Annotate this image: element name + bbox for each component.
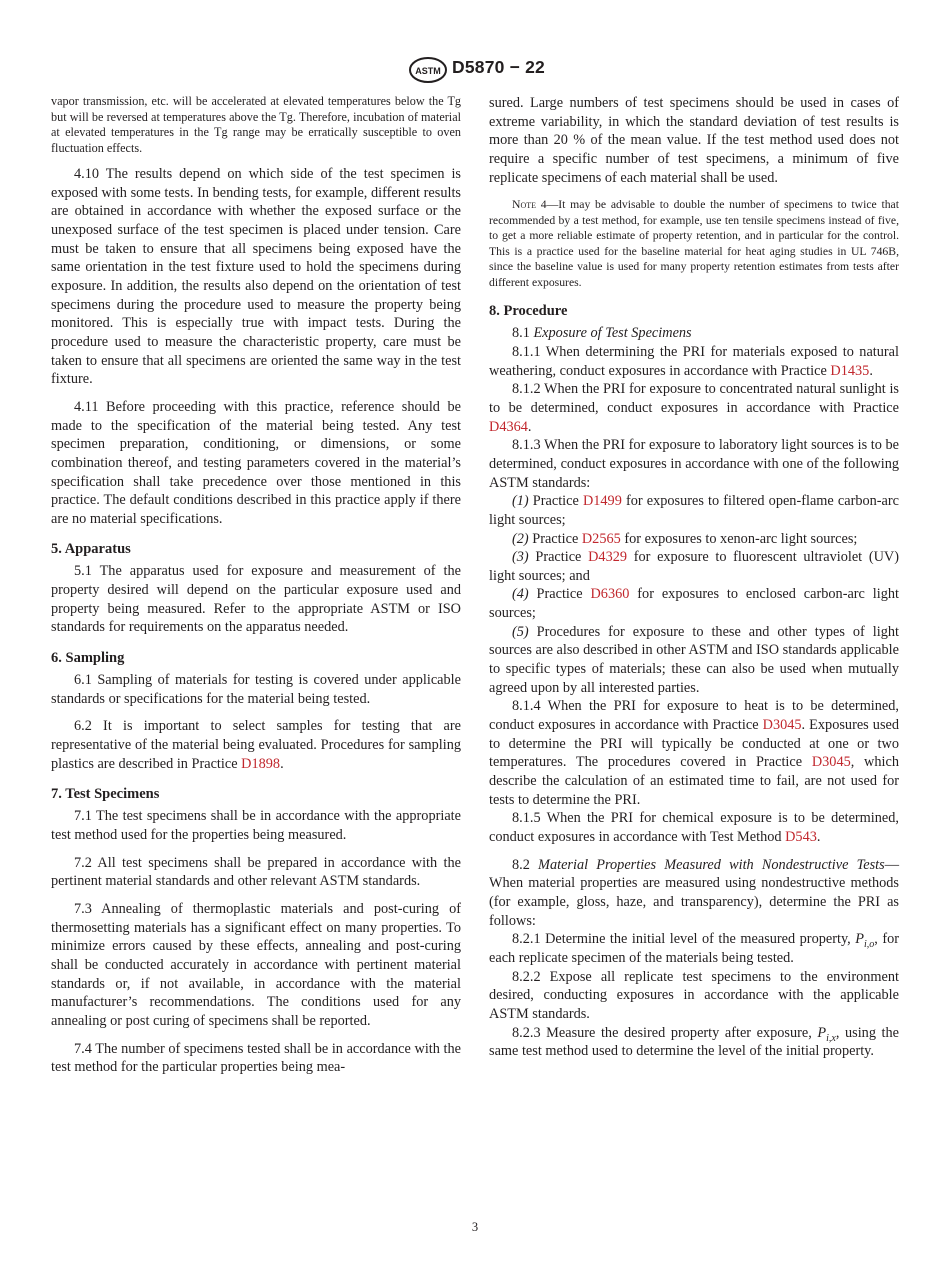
paragraph-8-2-2: 8.2.2 Expose all replicate test specimens to the environment desired, conducting exposures in accordance with the applicable ASTM standards. [489, 968, 899, 1022]
section-heading-sampling: 6. Sampling [51, 650, 125, 667]
reference-link[interactable]: D1499 [582, 493, 622, 510]
reference-link[interactable]: D6360 [590, 586, 630, 603]
paragraph-4-11: 4.11 Before proceeding with this practice, reference should be made to the specification of the material being tested. Any test specimen preparation, conditioning, or dimensions, or some combination thereof, and testing parameters covered in the material’s specification shall take precedence over those mentioned in this practice. The default conditions described in this practice apply if there are no material specifications. [51, 398, 461, 527]
paragraph-7-1: 7.1 The test specimens shall be in accordance with the appropriate test method used for the properties being measured. [51, 808, 461, 844]
svg-text:ASTM: ASTM [415, 66, 441, 76]
paragraph-6-1: 6.1 Sampling of materials for testing is covered under applicable standards or specifications for the material being tested. [51, 672, 461, 707]
paragraph-8-2-1: 8.2.1 Determine the initial level of the measured property, $P_{i,o}$, for each replicate specimen of the materials being tested. [489, 931, 899, 966]
astm-logo-icon [408, 56, 448, 84]
paragraph-4-10: 4.10 The results depend on which side of the test specimen is exposed with some tests. In bending tests, for example, different results are obtained in accordance with whether the exposed surface or the unexposed surface of the test specimen is placed under tension. Care must be taken to ensure that all specimens being exposed have the same orientation in the test fixture used to hold the specimens during exposure. In addition, the results also depend on the orientation of test specimens during the procedure used to measure the property being monitored. This is especially true with impact tests. During the procedure used to measure the characteristic property, care must be taken to ensure that all specimens are oriented the same way in the test fixture. [51, 166, 461, 388]
list-item-2: (2) Practice D2565 for exposures to xenon-arc light sources; [512, 530, 858, 547]
section-heading-test-specimens: 7. Test Specimens [51, 786, 160, 803]
paragraph-7-4-continued: sured. Large numbers of test specimens should be used in cases of extreme variability, in which the standard deviation of test results is more than 20 % of the mean value. If the test method used does not require a specific number of test specimens, a minimum of five replicate specimens of each material shall be used. [489, 95, 899, 186]
reference-link[interactable]: D3045 [762, 717, 802, 734]
reference-link[interactable]: D1435 [830, 362, 870, 379]
reference-link[interactable]: D4364 [489, 418, 528, 435]
page-number: 3 [471, 1220, 479, 1234]
paragraph-8-1-2: 8.1.2 When the PRI for exposure to concentrated natural sunlight is to be determined, conduct exposures in accordance with Practice D4364. [489, 381, 899, 435]
paragraph-6-2: 6.2 It is important to select samples for testing that are representative of the material being evaluated. Procedures for sampling plastics are described in Practice D1898. [51, 718, 461, 772]
paragraph-8-2: 8.2 Material Properties Measured with Nondestructive Tests—When material properties are measured using nondestructive methods (for example, gloss, haze, and transparency), determine the PRI as follows: [489, 856, 899, 929]
paragraph-7-3: 7.3 Annealing of thermoplastic materials and post-curing of thermosetting materials has a significant effect on many properties. To minimize errors caused by these effects, annealing and post-curing shall be conducted accurately in accordance with pertinent material standards or, if not available, in accordance with the material manufacturer’s recommendations. The conditions used for any annealing or post curing of specimens shall be reported. [51, 901, 461, 1029]
list-item-4: (4) Practice D6360 for exposures to enclosed carbon-arc light sources; [489, 586, 899, 622]
paragraph-8-1: 8.1 Exposure of Test Specimens [512, 325, 692, 342]
paragraph-4-9-continued: vapor transmission, etc. will be accelerated at elevated temperatures below the Tg but will be reversed at temperatures above the Tg. Therefore, incubation of material at elevated temperatures in the Tg range may be erratically susceptible to oven fluctuation effects. [51, 94, 461, 155]
paragraph-8-1-5: 8.1.5 When the PRI for chemical exposure is to be determined, conduct exposures in accordance with Test Method D543. [489, 810, 899, 845]
reference-link[interactable]: D2565 [581, 530, 621, 547]
paragraph-8-1-4: 8.1.4 When the PRI for exposure to heat is to be determined, conduct exposures in accordance with Practice D3045. Exposures used to determine the PRI will typically be conducted at one or two temperatures. The procedures covered in Practice D3045, which describe the calculation of an estimated time to fail, are not used for tests to determine the PRI. [489, 698, 899, 808]
reference-link[interactable]: D4329 [588, 549, 628, 566]
reference-link[interactable]: D1898 [241, 755, 281, 772]
note-4: Note 4—It may be advisable to double the number of specimens to twice that recommended by a test method, for example, use ten tensile specimens instead of five, to get a more reliable estimate of property retention, and in particular for the control. This is a practice used for the baseline material for heat aging studies in UL 746B, since the baseline value is used for many property retention estimates from tests after different exposures. [489, 198, 899, 289]
paragraph-8-2-3: 8.2.3 Measure the desired property after exposure, $P_{i,x}$, using the same test method used to determine the level of the initial property. [489, 1024, 900, 1060]
section-heading-procedure: 8. Procedure [489, 303, 568, 320]
document-designation: D5870 − 22 [452, 57, 545, 77]
list-item-5: (5) Procedures for exposure to these and other types of light sources are also described in other ASTM and ISO standards applicable to specific types of materials; these can also be used when mutually agreed upon by all interested parties. [489, 623, 899, 696]
section-heading-apparatus: 5. Apparatus [51, 541, 131, 558]
paragraph-7-2: 7.2 All test specimens shall be prepared in accordance with the pertinent material standards and other relevant ASTM standards. [51, 854, 461, 890]
list-item-1: (1) Practice D1499 for exposures to filtered open-flame carbon-arc light sources; [489, 493, 899, 528]
paragraph-8-1-3: 8.1.3 When the PRI for exposure to laboratory light sources is to be determined, conduct exposures in accordance with one of the following ASTM standards: [489, 437, 899, 491]
right-column [489, 94, 899, 1061]
reference-link[interactable]: D3045 [811, 754, 851, 771]
paragraph-7-4: 7.4 The number of specimens tested shall be in accordance with the test method for the particular properties being mea- [51, 1040, 461, 1076]
paragraph-5-1: 5.1 The apparatus used for exposure and measurement of the property desired will depend on the particular exposure used and property being measured. Refer to the appropriate ASTM or ISO standards for requirements on the apparatus needed. [51, 563, 461, 636]
page-header [0, 56, 950, 86]
paragraph-8-1-1: 8.1.1 When determining the PRI for materials exposed to natural weathering, conduct exposures in accordance with Practice D1435. [489, 343, 899, 379]
left-column [51, 94, 461, 1077]
reference-link[interactable]: D543 [785, 829, 817, 845]
list-item-3: (3) Practice D4329 for exposure to fluorescent ultraviolet (UV) light sources; and [489, 549, 899, 584]
